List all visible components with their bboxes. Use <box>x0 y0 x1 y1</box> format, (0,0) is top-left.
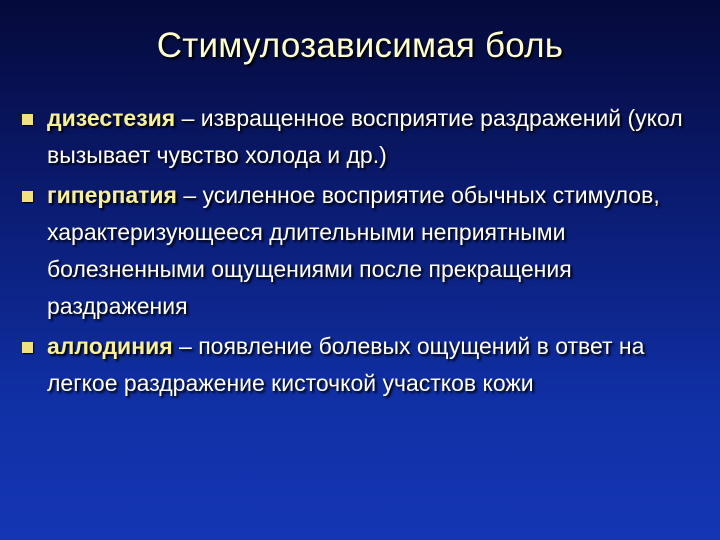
bullet-definition: – извращенное восприятие раздражений (укол вызывает чувство холода и др.) <box>47 105 683 168</box>
bullet-term: аллодиния <box>47 333 173 359</box>
bullet-item-hyperpathia <box>20 177 700 325</box>
square-bullet-icon <box>22 114 33 125</box>
bullet-item-dysesthesia <box>20 100 700 174</box>
square-bullet-icon <box>22 342 33 353</box>
bullet-definition: – усиленное восприятие обычных стимулов, характеризующееся длительными неприятными болезненными ощущениями после прекращения раздражения <box>47 182 660 319</box>
bullet-list <box>20 100 700 405</box>
slide-title: Стимулозависимая боль <box>156 26 564 65</box>
bullet-definition: – появление болевых ощущений в ответ на легкое раздражение кисточкой участков кожи <box>47 333 645 396</box>
bullet-term: гиперпатия <box>47 182 177 208</box>
bullet-term: дизестезия <box>47 105 176 131</box>
square-bullet-icon <box>22 191 33 202</box>
bullet-item-allodynia <box>20 328 700 402</box>
